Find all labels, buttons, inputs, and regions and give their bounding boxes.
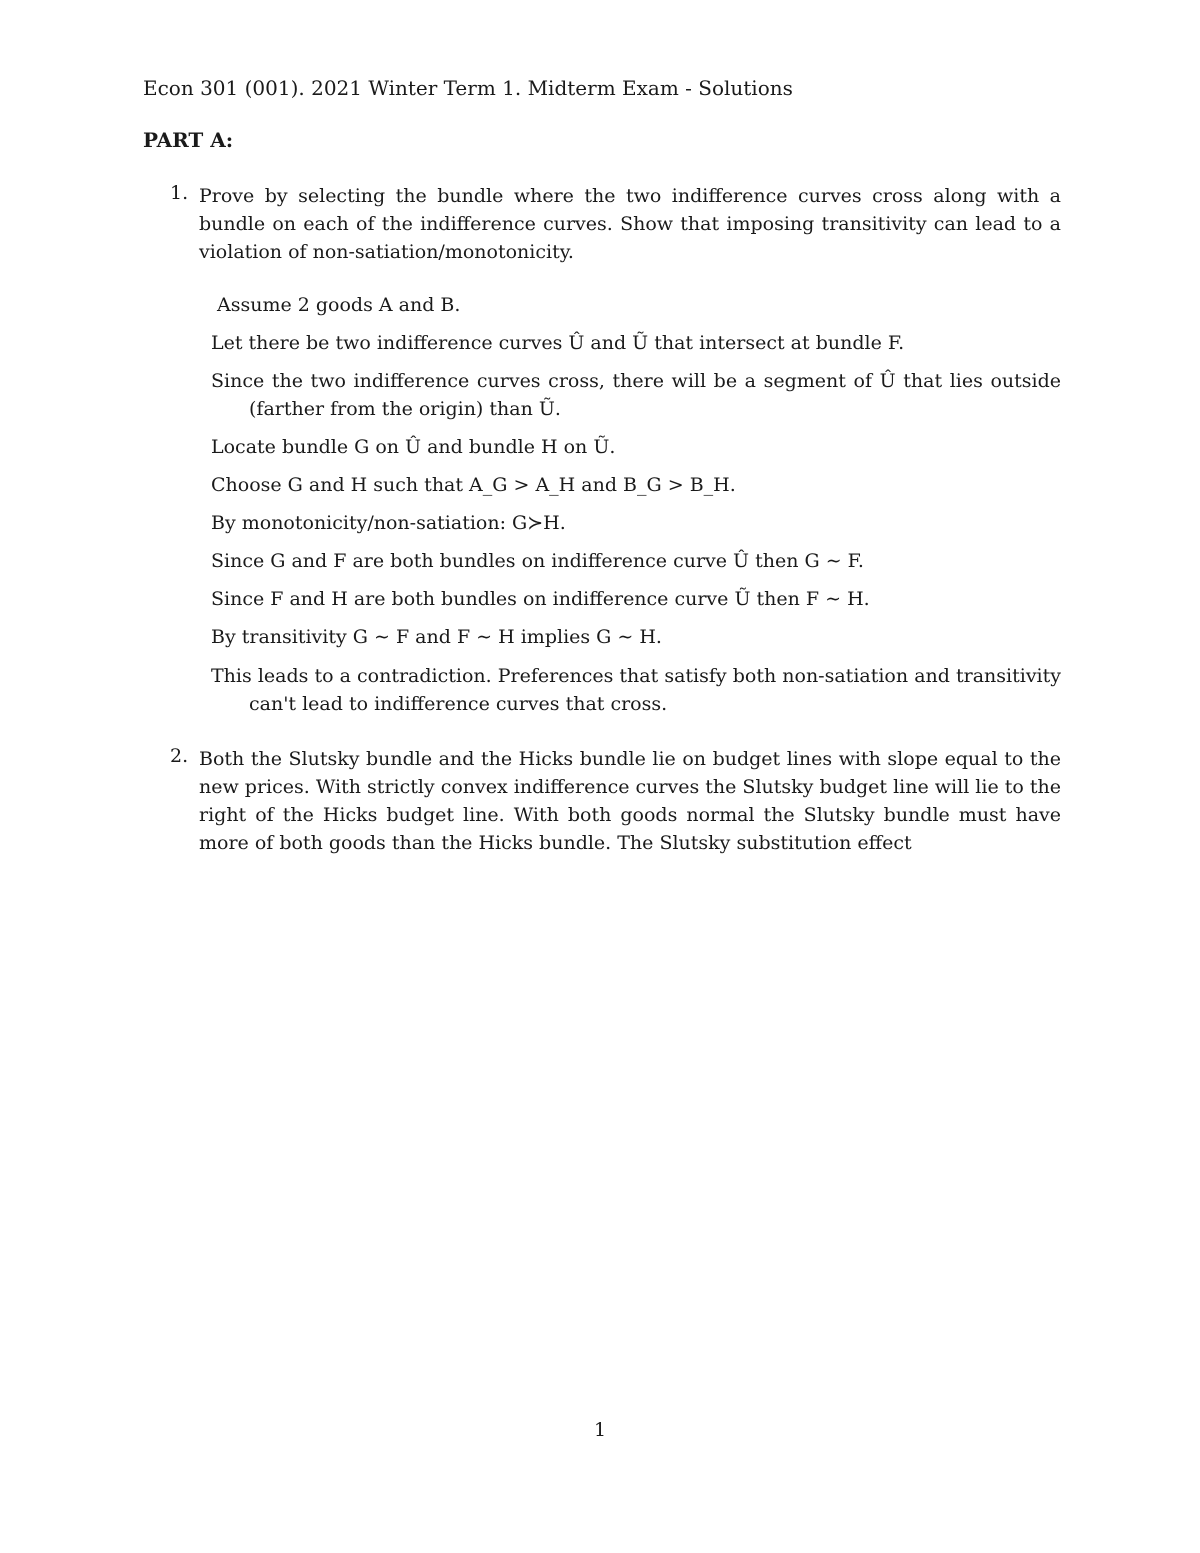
proof-step: Choose G and H such that A_G > A_H and B_G > B_H. xyxy=(211,474,736,496)
page-number: 1 xyxy=(593,1419,607,1441)
proof-step: Locate bundle G on Û and bundle H on Ũ. xyxy=(211,436,616,458)
part-heading: PART A: xyxy=(143,128,234,152)
proof-step: By monotonicity/non-satiation: G≻H. xyxy=(211,512,566,534)
proof-step: By transitivity G ∼ F and F ∼ H implies G ∼ H. xyxy=(211,626,662,648)
proof-step: Let there be two indifference curves Û and Ũ that intersect at bundle F. xyxy=(211,332,905,354)
document-title: Econ 301 (001). 2021 Winter Term 1. Midterm Exam - Solutions xyxy=(143,76,793,100)
proof-step: Since F and H are both bundles on indifference curve Ũ then F ∼ H. xyxy=(211,588,870,610)
proof-step: Since G and F are both bundles on indifference curve Û then G ∼ F. xyxy=(211,550,864,572)
question-2-number: 2. xyxy=(170,745,189,767)
proof-step: Since the two indifference curves cross, there will be a segment of Û that lies outside (farther from the origin) than Ũ. xyxy=(211,370,1061,420)
proof-step: This leads to a contradiction. Preferences that satisfy both non-satiation and transitivity can't lead to indifference curves that cross. xyxy=(211,665,1061,715)
question-1-text: Prove by selecting the bundle where the two indifference curves cross along with a bundle on each of the indifference curves. Show that imposing transitivity can lead to a violation of non-satiation/monotonicity. xyxy=(199,185,1061,263)
question-1-number: 1. xyxy=(170,182,189,204)
proof-step: Assume 2 goods A and B. xyxy=(217,294,461,316)
question-2-text: Both the Slutsky bundle and the Hicks bundle lie on budget lines with slope equal to the new prices. With strictly convex indifference curves the Slutsky budget line will lie to the right of the Hicks budget line. With both goods normal the Slutsky bundle must have more of both goods than the Hicks bundle. The Slutsky substitution effect xyxy=(199,748,1061,854)
